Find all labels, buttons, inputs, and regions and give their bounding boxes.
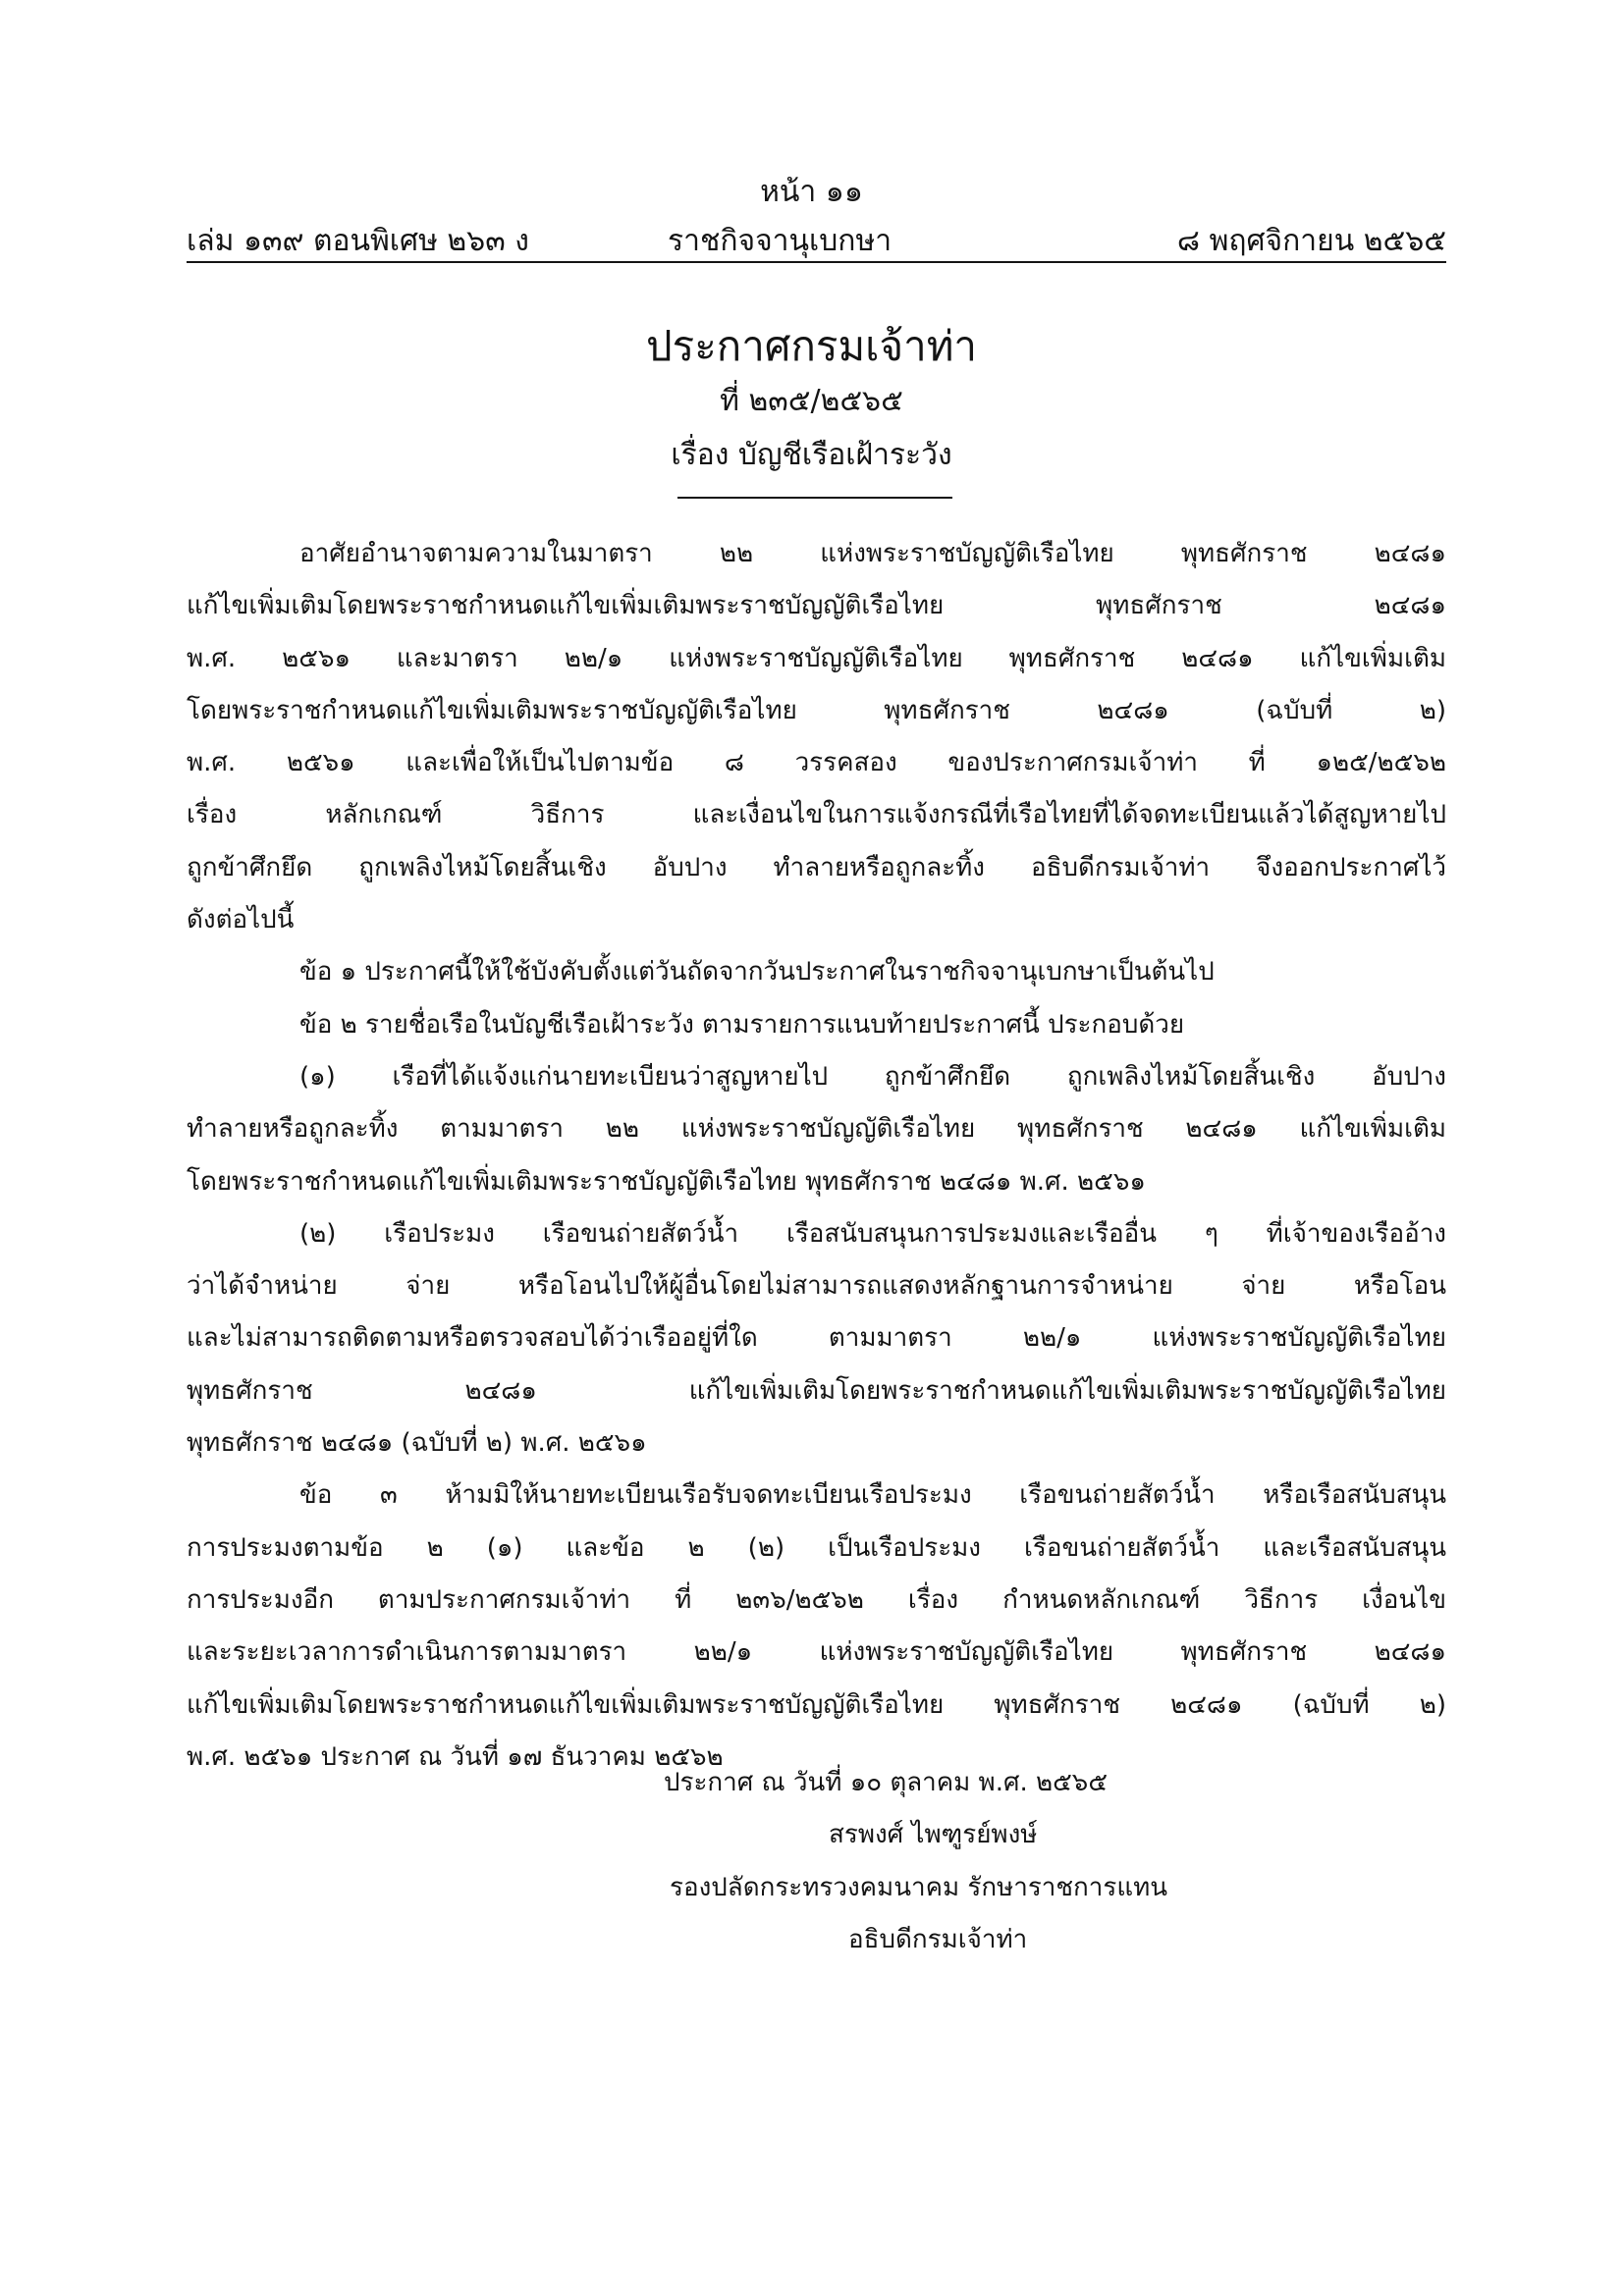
body-line: ดังต่อไปนี้: [187, 905, 295, 935]
signatory-position: รองปลัดกระทรวงคมนาคม รักษาราชการแทน: [670, 1872, 1167, 1902]
signature-date: ประกาศ ณ วันที่ ๑๐ ตุลาคม พ.ศ. ๒๕๖๕: [664, 1768, 1108, 1797]
announcement-body: [187, 528, 1446, 1784]
body-line: และระยะเวลาการดำเนินการตามมาตรา ๒๒/๑ แห่งพระราชบัญญัติเรือไทย พุทธศักราช ๒๔๘๑: [187, 1637, 1446, 1668]
signature-block: [664, 1757, 1351, 1966]
body-line: โดยพระราชกำหนดแก้ไขเพิ่มเติมพระราชบัญญัติเรือไทย พุทธศักราช ๒๔๘๑ พ.ศ. ๒๕๖๑: [187, 1166, 1146, 1197]
body-line: แก้ไขเพิ่มเติมโดยพระราชกำหนดแก้ไขเพิ่มเติมพระราชบัญญัติเรือไทย พุทธศักราช ๒๔๘๑: [187, 591, 1446, 621]
gazette-name: ราชกิจจานุเบกษา: [668, 224, 893, 258]
title-divider: [677, 497, 952, 499]
gazette-volume-issue: เล่ม ๑๓๙ ตอนพิเศษ ๒๖๓ ง: [187, 224, 529, 258]
body-line: อาศัยอำนาจตามความในมาตรา ๒๒ แห่งพระราชบัญญัติเรือไทย พุทธศักราช ๒๔๘๑: [299, 539, 1446, 568]
body-line: ข้อ ๒ รายชื่อเรือในบัญชีเรือเฝ้าระวัง ตามรายการแนบท้ายประกาศนี้ ประกอบด้วย: [299, 1009, 1185, 1040]
signatory-name: สรพงศ์ ไพฑูรย์พงษ์: [829, 1820, 1038, 1850]
body-line: แก้ไขเพิ่มเติมโดยพระราชกำหนดแก้ไขเพิ่มเติมพระราชบัญญัติเรือไทย พุทธศักราช ๒๔๘๑ (ฉบับที่ ๒): [187, 1689, 1446, 1720]
gazette-header: [187, 218, 1446, 263]
body-line: การประมงตามข้อ ๒ (๑) และข้อ ๒ (๒) เป็นเรือประมง เรือขนถ่ายสัตว์น้ำ และเรือสนับสนุน: [187, 1532, 1446, 1563]
body-line: และไม่สามารถติดตามหรือตรวจสอบได้ว่าเรืออยู่ที่ใด ตามมาตรา ๒๒/๑ แห่งพระราชบัญญัติเรือไทย: [187, 1323, 1446, 1354]
body-line: (๒) เรือประมง เรือขนถ่ายสัตว์น้ำ เรือสนับสนุนการประมงและเรืออื่น ๆ ที่เจ้าของเรืออ้าง: [299, 1218, 1446, 1249]
body-line: พุทธศักราช ๒๔๘๑ แก้ไขเพิ่มเติมโดยพระราชกำหนดแก้ไขเพิ่มเติมพระราชบัญญัติเรือไทย: [187, 1375, 1446, 1406]
page-number: หน้า ๑๑: [760, 175, 863, 209]
body-line: การประมงอีก ตามประกาศกรมเจ้าท่า ที่ ๒๓๖/๒๕๖๒ เรื่อง กำหนดหลักเกณฑ์ วิธีการ เงื่อนไข: [187, 1584, 1446, 1615]
body-line: ข้อ ๓ ห้ามมิให้นายทะเบียนเรือรับจดทะเบียนเรือประมง เรือขนถ่ายสัตว์น้ำ หรือเรือสนับสนุน: [299, 1480, 1446, 1511]
signatory-acting-for: อธิบดีกรมเจ้าท่า: [848, 1924, 1028, 1954]
body-line: เรื่อง หลักเกณฑ์ วิธีการ และเงื่อนไขในการแจ้งกรณีที่เรือไทยที่ได้จดทะเบียนแล้วได้สูญหายไป: [187, 800, 1446, 830]
body-line: พ.ศ. ๒๕๖๑ และเพื่อให้เป็นไปตามข้อ ๘ วรรคสอง ของประกาศกรมเจ้าท่า ที่ ๑๒๕/๒๕๖๒: [187, 748, 1446, 778]
announcement-subject: เรื่อง บัญชีเรือเฝ้าระวัง: [671, 438, 952, 472]
body-line: พุทธศักราช ๒๔๘๑ (ฉบับที่ ๒) พ.ศ. ๒๕๖๑: [187, 1428, 647, 1459]
body-line: โดยพระราชกำหนดแก้ไขเพิ่มเติมพระราชบัญญัติเรือไทย พุทธศักราช ๒๔๘๑ (ฉบับที่ ๒): [187, 695, 1446, 725]
body-line: ทำลายหรือถูกละทิ้ง ตามมาตรา ๒๒ แห่งพระราชบัญญัติเรือไทย พุทธศักราช ๒๔๘๑ แก้ไขเพิ่มเติม: [187, 1114, 1446, 1145]
body-line: (๑) เรือที่ได้แจ้งแก่นายทะเบียนว่าสูญหายไป ถูกข้าศึกยึด ถูกเพลิงไหม้โดยสิ้นเชิง อับปาง: [299, 1061, 1446, 1092]
announcement-title: ประกาศกรมเจ้าท่า: [646, 322, 977, 370]
announcement-number: ที่ ๒๓๕/๒๕๖๕: [720, 384, 903, 418]
body-line: พ.ศ. ๒๕๖๑ และมาตรา ๒๒/๑ แห่งพระราชบัญญัติเรือไทย พุทธศักราช ๒๔๘๑ แก้ไขเพิ่มเติม: [187, 643, 1446, 673]
body-line: พ.ศ. ๒๕๖๑ ประกาศ ณ วันที่ ๑๗ ธันวาคม ๒๕๖๒: [187, 1741, 724, 1772]
body-line: ข้อ ๑ ประกาศนี้ให้ใช้บังคับตั้งแต่วันถัดจากวันประกาศในราชกิจจานุเบกษาเป็นต้นไป: [299, 957, 1215, 988]
body-line: ว่าได้จำหน่าย จ่าย หรือโอนไปให้ผู้อื่นโดยไม่สามารถแสดงหลักฐานการจำหน่าย จ่าย หรือโอน: [187, 1271, 1446, 1302]
body-line: ถูกข้าศึกยึด ถูกเพลิงไหม้โดยสิ้นเชิง อับปาง ทำลายหรือถูกละทิ้ง อธิบดีกรมเจ้าท่า จึงออกประกาศไว้: [187, 852, 1446, 882]
gazette-date: ๘ พฤศจิกายน ๒๕๖๕: [1176, 224, 1446, 258]
